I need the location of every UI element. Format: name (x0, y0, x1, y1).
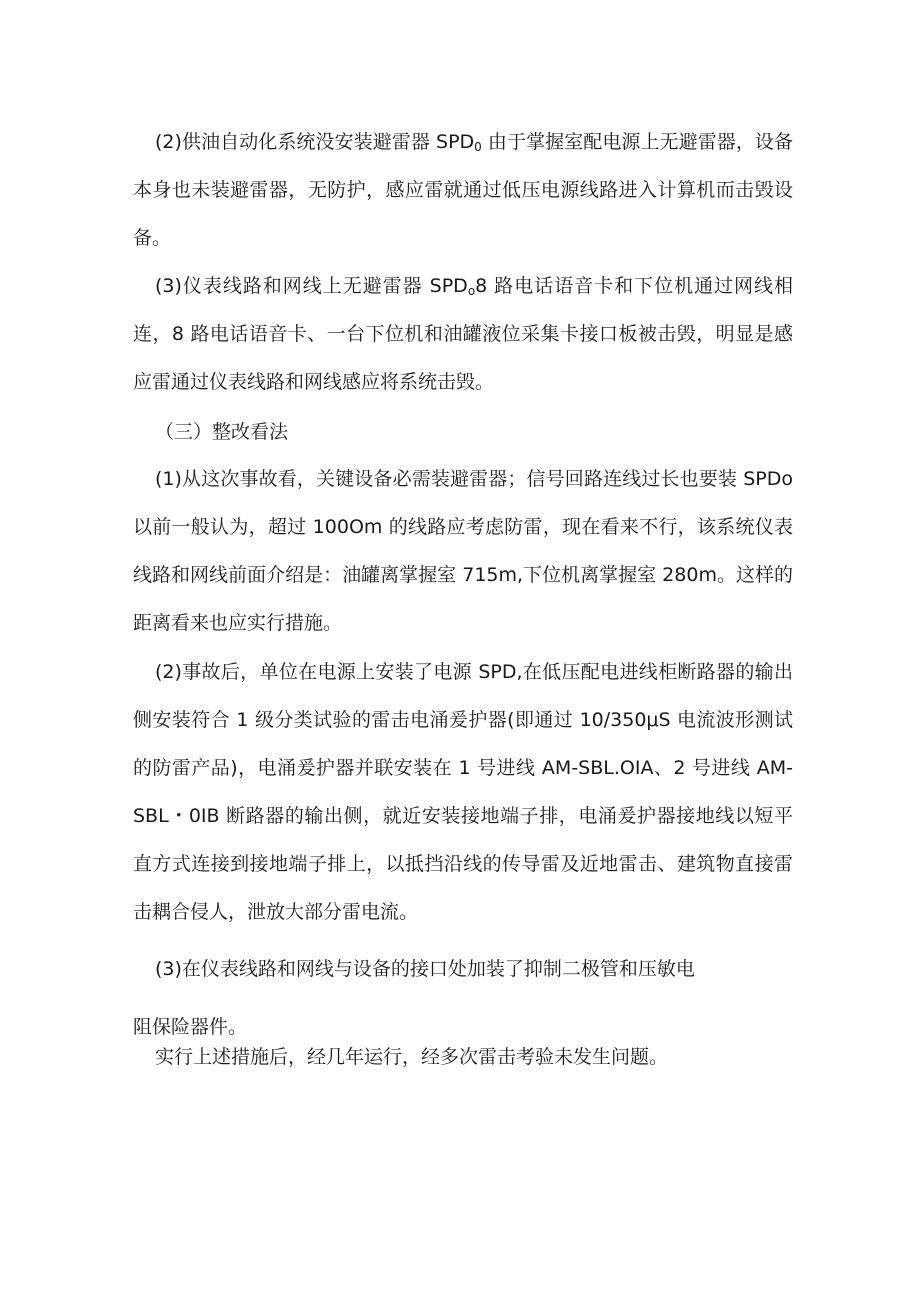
paragraph-recommendation-1: (1)从这次事故看，关键设备必需装避雷器；信号回路连线过长也要装 SPDo 以前一般认为，超过 100Om 的线路应考虑防雷，现在看来不行，该系统仪表线路和网线前面介绍是：油罐离掌握室 715m,下位机离掌握室 280m。这样的距离看来也应实行措施。 (133, 468, 793, 634)
paragraph-text: 由于掌握室配电源上无避雷器，设备本身也未装避雷器，无防护，感应雷就通过低压电源线路进入计算机而击毁设备。 (133, 131, 793, 249)
paragraph-recommendation-3-line-2: 阻保险器件。 (133, 1016, 248, 1038)
paragraph-text: 8 路电话语音卡和下位机通过网线相连，8 路电话语音卡、一台下位机和油罐液位采集卡接口板被击毁，明显是感应雷通过仪表线路和网线感应将系统击毁。 (133, 275, 793, 393)
paragraph-no-spd-fuel-system (133, 118, 793, 262)
paragraph-no-spd-instrument-lines (133, 262, 793, 406)
paragraph-conclusion: 实行上述措施后，经几年运行，经多次雷击考验未发生问题。 (155, 1046, 669, 1068)
subscript: 0 (474, 140, 482, 154)
paragraph-recommendation-2: (2)事故后，单位在电源上安装了电源 SPD,在低压配电进线柜断路器的输出侧安装符合 1 级分类试验的雷击电涌爰护器(即通过 10∕350μS 电流波形测试的防雷产品)，电涌爰护器并联安装在 1 号进线 AM-SBL.OIA、2 号进线 AM-SBL・0IB 断路器的输出侧，就近安装接地端子排，电涌爰护器接地线以短平直方式连接到接地端子排上，以抵挡沿线的传导雷及近地雷击、建筑物直接雷击耦合侵人，泄放大部分雷电流。 (133, 661, 793, 923)
section-heading: （三）整改看法 (155, 421, 289, 443)
paragraph-text: (3)仪表线路和网线上无避雷器 SPD (155, 275, 468, 297)
paragraph-recommendation-3-line-1: (3)在仪表线路和网线与设备的接口处加装了抑制二极管和压敏电 (155, 958, 695, 980)
paragraph-text: (2)供油自动化系统没安装避雷器 SPD (155, 131, 475, 153)
subscript: o (467, 284, 476, 298)
